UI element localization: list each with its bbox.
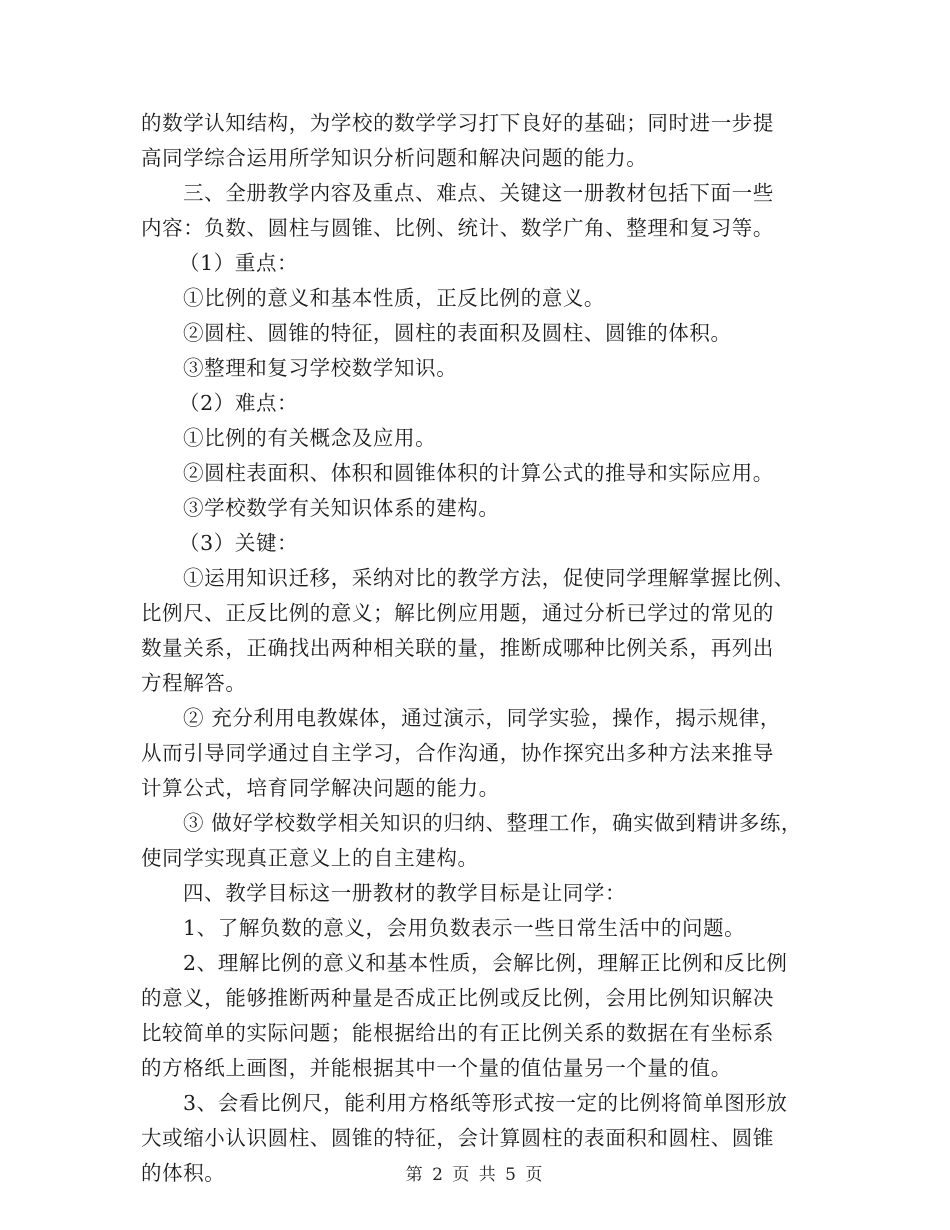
text-line: ③整理和复习学校数学知识。 bbox=[183, 356, 458, 380]
text-line: 的方格纸上画图，并能根据其中一个量的值估量另一个量的值。 bbox=[141, 1056, 732, 1080]
text-line: 的意义，能够推断两种量是否成正比例或反比例，会用比例知识解决 bbox=[141, 986, 774, 1010]
text-line: 3、会看比例尺，能利用方格纸等形式按一定的比例将简单图形放 bbox=[183, 1091, 788, 1115]
text-line: （2）难点： bbox=[179, 391, 299, 415]
text-line: ③学校数学有关知识体系的建构。 bbox=[183, 496, 500, 520]
text-line: 使同学实现真正意义上的自主建构。 bbox=[141, 846, 479, 870]
text-line: 内容：负数、圆柱与圆锥、比例、统计、数学广角、整理和复习等。 bbox=[141, 216, 774, 240]
text-line: 方程解答。 bbox=[141, 671, 247, 695]
text-line: ①比例的有关概念及应用。 bbox=[183, 426, 437, 450]
text-line: ② 充分利用电教媒体，通过演示，同学实验，操作，揭示规律， bbox=[183, 706, 781, 730]
text-line: 1、了解负数的意义，会用负数表示一些日常生活中的问题。 bbox=[183, 916, 746, 940]
text-line: 的数学认知结构，为学校的数学学习打下良好的基础；同时进一步提 bbox=[141, 111, 774, 135]
text-line: 高同学综合运用所学知识分析问题和解决问题的能力。 bbox=[141, 146, 648, 170]
text-line: （3）关键： bbox=[179, 531, 299, 555]
text-line: ②圆柱、圆锥的特征，圆柱的表面积及圆柱、圆锥的体积。 bbox=[183, 321, 732, 345]
text-line: 的体积。 bbox=[141, 1161, 226, 1185]
text-line: 比例尺、正反比例的意义；解比例应用题，通过分析已学过的常见的 bbox=[141, 601, 774, 625]
text-line: 数量关系，正确找出两种相关联的量，推断成哪种比例关系，再列出 bbox=[141, 636, 774, 660]
text-line: 大或缩小认识圆柱、圆锥的特征，会计算圆柱的表面积和圆柱、圆锥 bbox=[141, 1126, 774, 1150]
text-line: 从而引导同学通过自主学习，合作沟通，协作探究出多种方法来推导 bbox=[141, 741, 774, 765]
text-line: 四、教学目标这一册教材的教学目标是让同学： bbox=[183, 881, 627, 905]
text-line: 比较简单的实际问题；能根据给出的有正比例关系的数据在有坐标系 bbox=[141, 1021, 774, 1045]
text-line: ①比例的意义和基本性质，正反比例的意义。 bbox=[183, 286, 605, 310]
text-line: ③ 做好学校数学相关知识的归纳、整理工作，确实做到精讲多练， bbox=[183, 811, 803, 835]
page-footer: 第 2 页 共 5 页 bbox=[405, 1165, 545, 1185]
text-line: ①运用知识迁移，采纳对比的教学方法，促使同学理解掌握比例、 bbox=[183, 566, 795, 590]
document-body bbox=[141, 106, 821, 1191]
text-line: 三、全册教学内容及重点、难点、关键这一册教材包括下面一些 bbox=[183, 181, 774, 205]
text-line: 计算公式，培育同学解决问题的能力。 bbox=[141, 776, 500, 800]
text-line: 2、理解比例的意义和基本性质，会解比例，理解正比例和反比例 bbox=[183, 951, 788, 975]
text-line: （1）重点： bbox=[179, 251, 299, 275]
text-line: ②圆柱表面积、体积和圆锥体积的计算公式的推导和实际应用。 bbox=[183, 461, 774, 485]
